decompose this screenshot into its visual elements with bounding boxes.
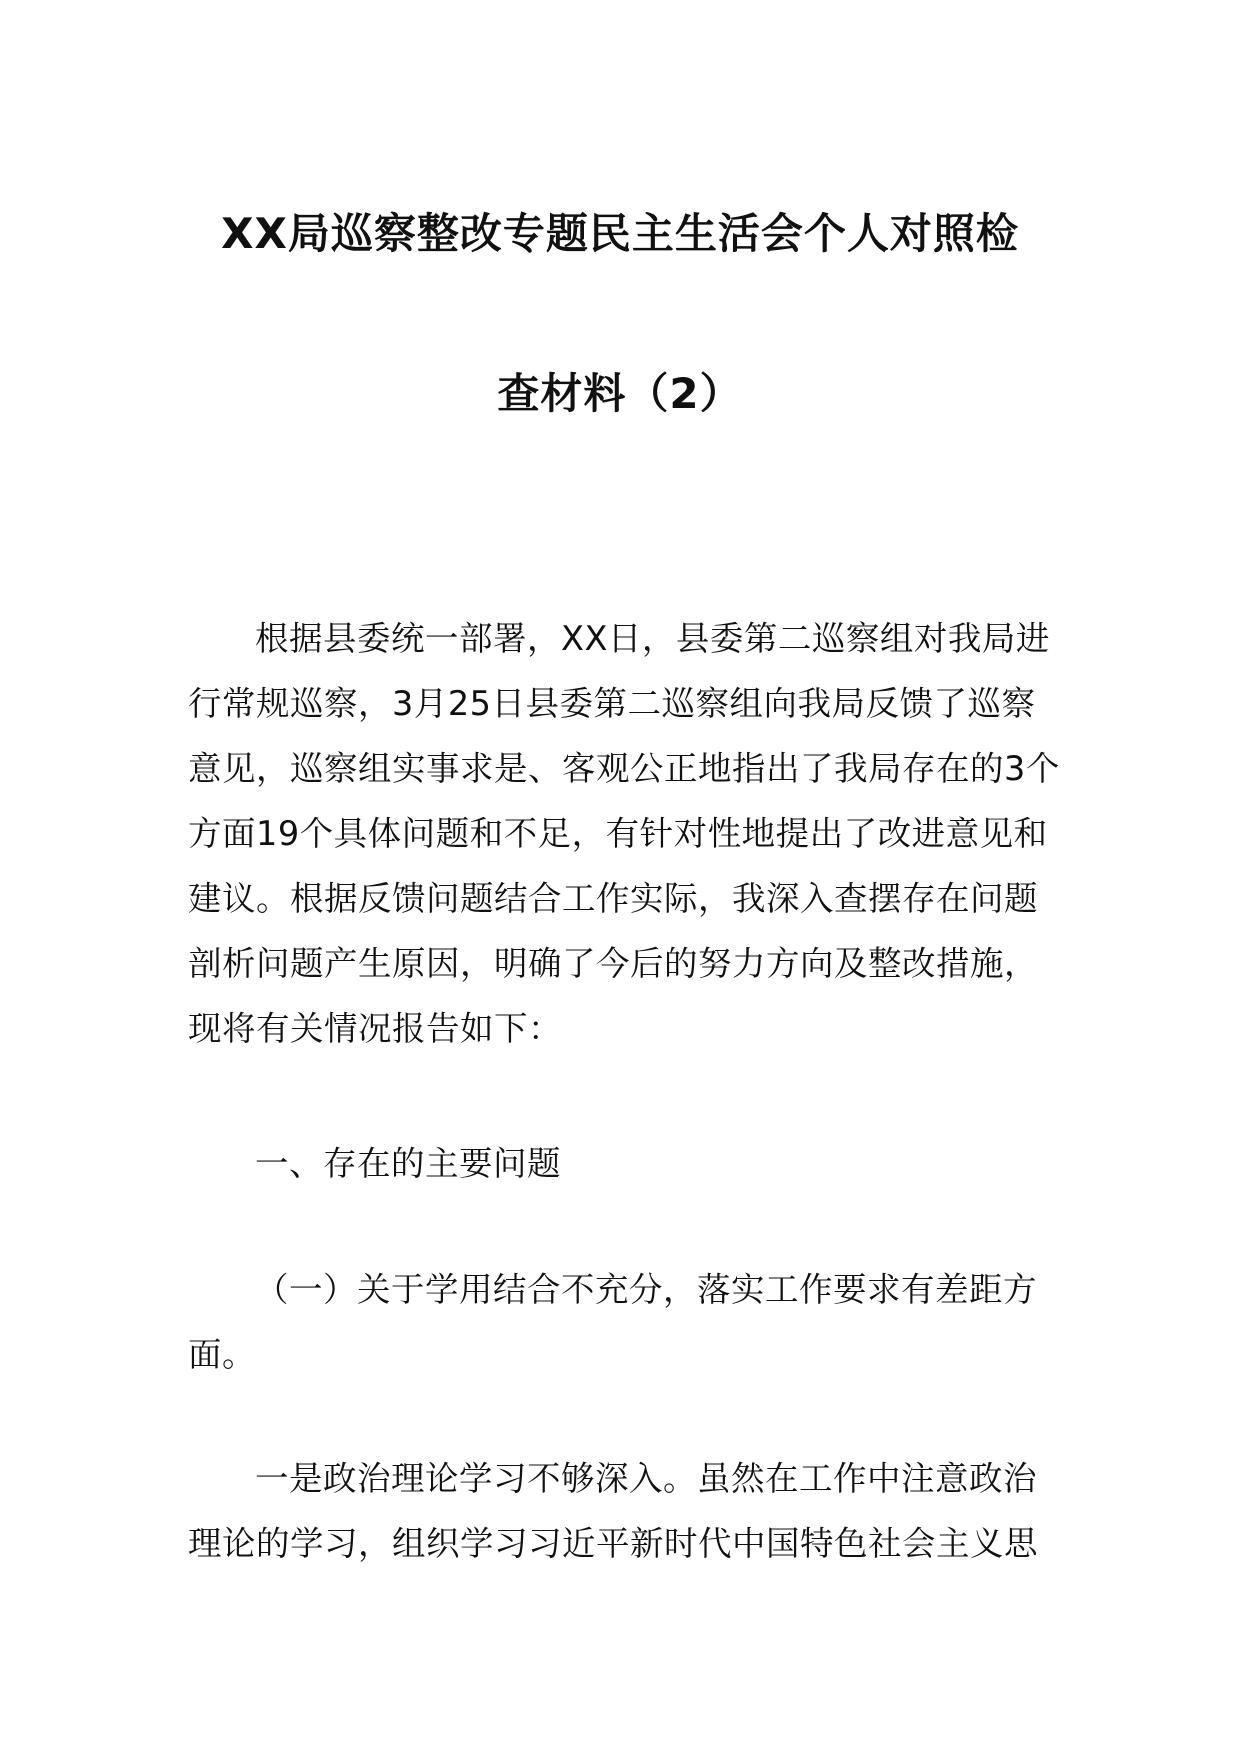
intro-line: 行常规巡察，3月25日县委第二巡察组向我局反馈了巡察 xyxy=(188,684,1036,723)
point-one-line: 理论的学习，组织学习习近平新时代中国特色社会主义思 xyxy=(188,1524,1038,1563)
point-one-paragraph xyxy=(188,1446,1056,1576)
document-title-line-1: XX局巡察整改专题民主生活会个人对照检 xyxy=(221,209,1019,258)
intro-paragraph xyxy=(188,606,1060,1061)
subsection-heading xyxy=(188,1257,1056,1387)
intro-line: 根据县委统一部署，XX日，县委第二巡察组对我局进 xyxy=(255,619,1050,658)
intro-line: 现将有关情况报告如下： xyxy=(188,1009,562,1048)
intro-line: 剖析问题产生原因，明确了今后的努力方向及整改措施， xyxy=(188,944,1038,983)
intro-line: 建议。根据反馈问题结合工作实际，我深入查摆存在问题 xyxy=(188,879,1038,918)
point-one-line: 一是政治理论学习不够深入。虽然在工作中注意政治 xyxy=(255,1459,1037,1498)
intro-line: 意见，巡察组实事求是、客观公正地指出了我局存在的3个 xyxy=(188,749,1060,788)
section-heading-text: 一、存在的主要问题 xyxy=(255,1144,561,1183)
section-heading xyxy=(188,1131,1056,1196)
subsection-line: 面。 xyxy=(188,1335,256,1374)
document-title-line-2: 查材料（2） xyxy=(497,369,743,418)
intro-line: 方面19个具体问题和不足，有针对性地提出了改进意见和 xyxy=(188,814,1048,853)
subsection-line: （一）关于学用结合不充分，落实工作要求有差距方 xyxy=(255,1270,1037,1309)
